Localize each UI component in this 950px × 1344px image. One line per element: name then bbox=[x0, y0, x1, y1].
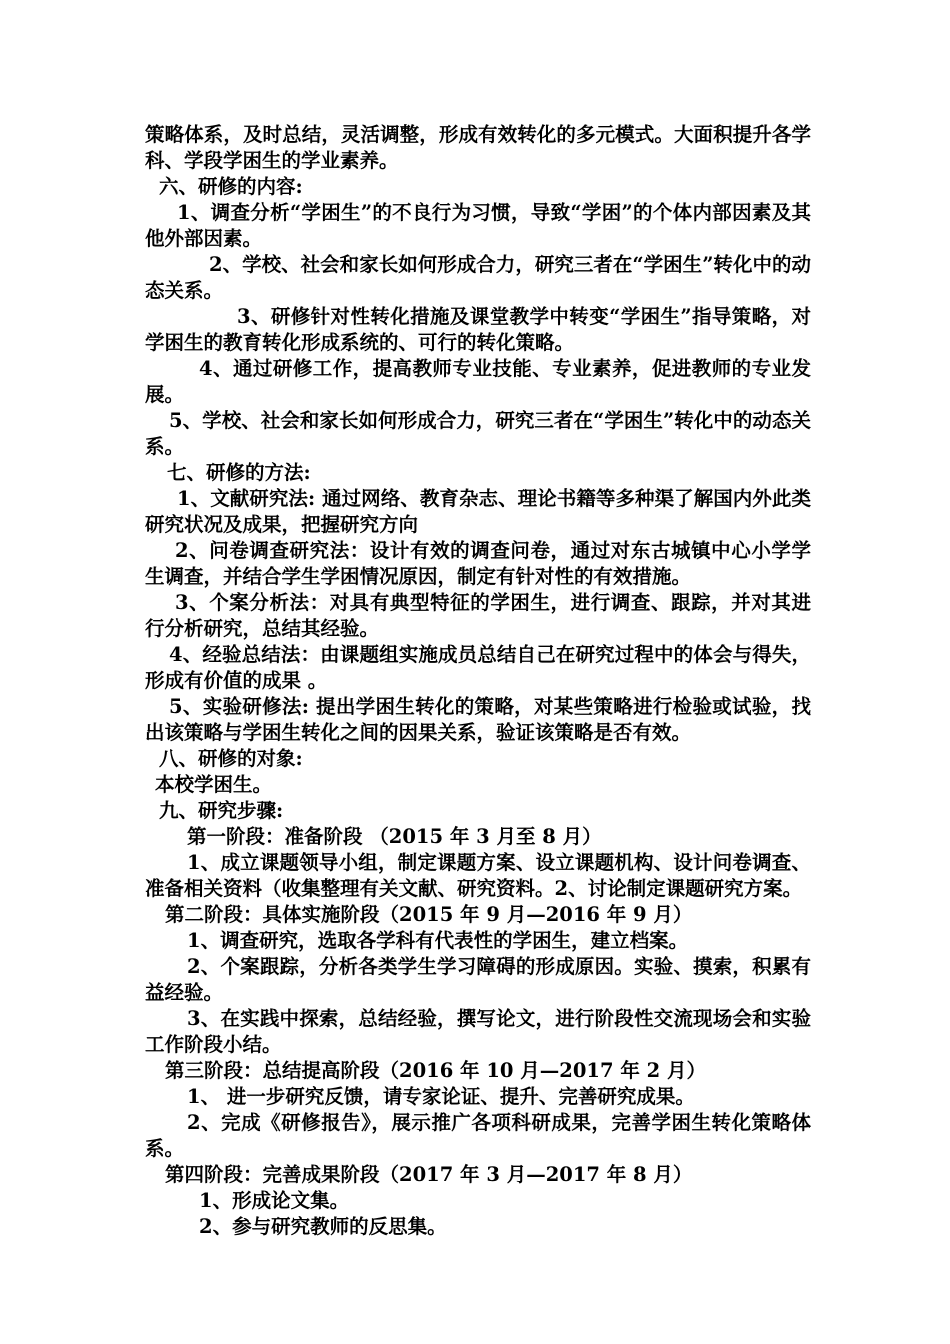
paragraph: 1、调查研究，选取各学科有代表性的学困生，建立档案。 bbox=[187, 929, 689, 952]
paragraph: 2、完成《研修报告》，展示推广各项科研成果，完善学困生转化策略体系。 bbox=[145, 1111, 811, 1160]
paragraph: 策略体系，及时总结，灵活调整，形成有效转化的多元模式。大面积提升各学科、学段学困生的学业素养。 bbox=[145, 123, 811, 172]
paragraph: 1、调查分析“学困生”的不良行为习惯，导致“学困”的个体内部因素及其他外部因素。 bbox=[145, 201, 811, 250]
paragraph: 2、问卷调查研究法：设计有效的调查问卷，通过对东古城镇中心小学学生调查，并结合学生学困情况原因，制定有针对性的有效措施。 bbox=[145, 539, 811, 588]
paragraph: 3、在实践中探索，总结经验，撰写论文，进行阶段性交流现场会和实验工作阶段小结。 bbox=[145, 1007, 811, 1056]
paragraph: 第四阶段：完善成果阶段（2017 年 3 月—2017 年 8 月） bbox=[165, 1163, 693, 1186]
paragraph: 第二阶段：具体实施阶段（2015 年 9 月—2016 年 9 月） bbox=[165, 903, 693, 926]
paragraph: 本校学困生。 bbox=[155, 773, 273, 796]
paragraph: 六、研修的内容: bbox=[159, 175, 303, 198]
paragraph: 2、学校、社会和家长如何形成合力，研究三者在“学困生”转化中的动态关系。 bbox=[145, 253, 811, 302]
paragraph: 八、研修的对象: bbox=[159, 747, 303, 770]
paragraph: 1、文献研究法: 通过网络、教育杂志、理论书籍等多种渠了解国内外此类研究状况及成果，把握研究方向 bbox=[145, 487, 811, 536]
paragraph: 第一阶段：准备阶段 （2015 年 3 月至 8 月） bbox=[187, 825, 602, 848]
paragraph: 4、通过研修工作，提高教师专业技能、专业素养，促进教师的专业发展。 bbox=[145, 357, 811, 406]
paragraph: 4、经验总结法：由课题组实施成员总结自己在研究过程中的体会与得失，形成有价值的成果 。 bbox=[145, 643, 811, 692]
document-body bbox=[145, 122, 811, 1240]
paragraph: 1、成立课题领导小组，制定课题方案、设立课题机构、设计问卷调查、准备相关资料（收集整理有关文献、研究资料。2、讨论制定课题研究方案。 bbox=[145, 851, 811, 900]
paragraph: 七、研修的方法: bbox=[167, 461, 311, 484]
paragraph: 5、实验研修法: 提出学困生转化的策略，对某些策略进行检验或试验，找出该策略与学困生转化之间的因果关系，验证该策略是否有效。 bbox=[145, 695, 811, 744]
paragraph: 1、 进一步研究反馈，请专家论证、提升、完善研究成果。 bbox=[187, 1085, 695, 1108]
paragraph: 2、参与研究教师的反思集。 bbox=[199, 1215, 447, 1238]
paragraph: 第三阶段：总结提高阶段（2016 年 10 月—2017 年 2 月） bbox=[165, 1059, 706, 1082]
paragraph: 1、形成论文集。 bbox=[199, 1189, 350, 1212]
paragraph: 2、个案跟踪，分析各类学生学习障碍的形成原因。实验、摸索，积累有益经验。 bbox=[145, 955, 811, 1004]
paragraph: 3、研修针对性转化措施及课堂教学中转变“学困生”指导策略，对学困生的教育转化形成系统的、可行的转化策略。 bbox=[145, 305, 811, 354]
paragraph: 3、个案分析法：对具有典型特征的学困生，进行调查、跟踪，并对其进行分析研究，总结其经验。 bbox=[145, 591, 811, 640]
paragraph: 九、研究步骤: bbox=[159, 799, 284, 822]
paragraph: 5、学校、社会和家长如何形成合力，研究三者在“学困生”转化中的动态关系。 bbox=[145, 409, 811, 458]
